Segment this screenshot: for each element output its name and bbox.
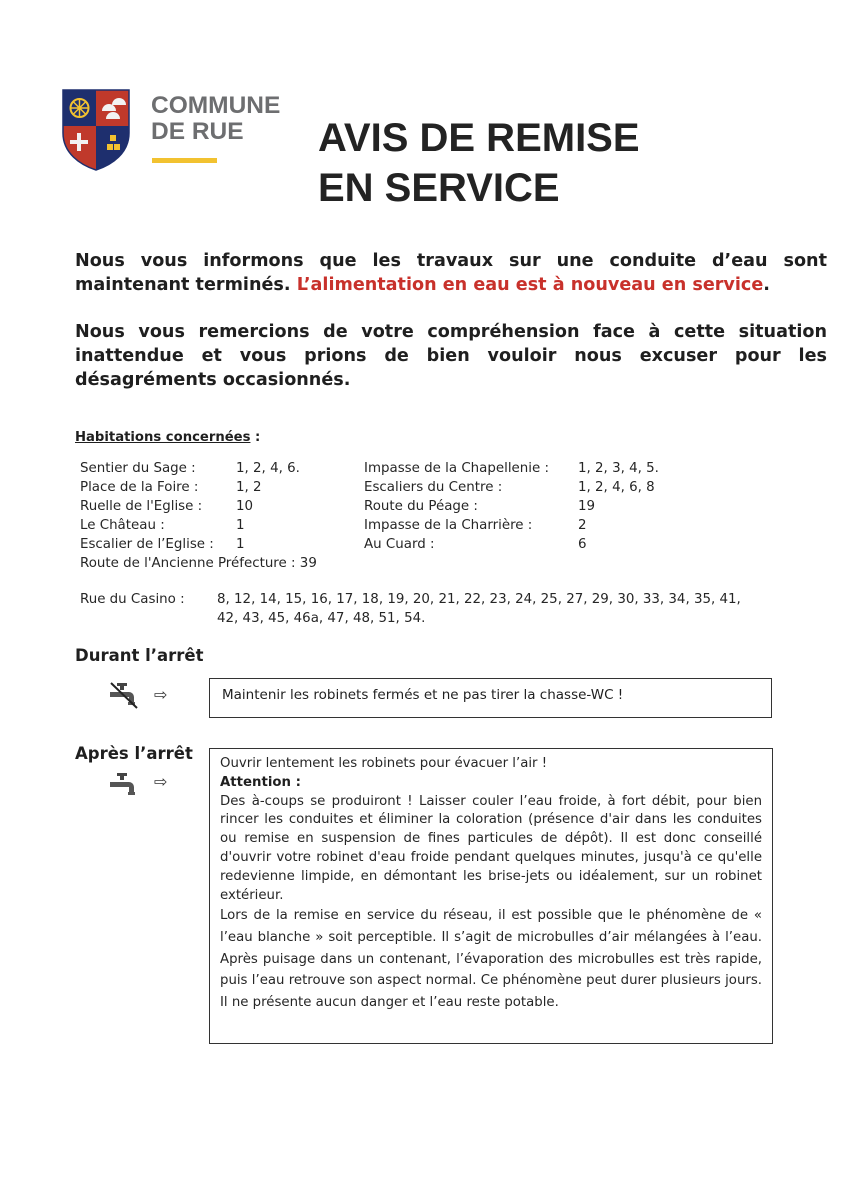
attention-label: Attention : — [220, 774, 301, 790]
commune-underline — [152, 158, 217, 163]
street-name: Route du Péage : — [364, 499, 478, 514]
commune-crest-logo — [62, 89, 130, 171]
street-name: Escalier de l’Eglise : — [80, 537, 214, 552]
title-line2: EN SERVICE — [318, 166, 560, 210]
intro-text: Nous vous informons que les travaux sur une conduite d’eau sont maintenant terminés. — [75, 251, 827, 295]
house-numbers: 10 — [236, 499, 254, 514]
apres-title: Après l’arrêt — [75, 744, 193, 763]
house-numbers: 1, 2, 4, 6. — [236, 461, 300, 476]
street-name: Route de l'Ancienne Préfecture : — [80, 556, 296, 571]
arrow-right-icon: ⇨ — [154, 772, 168, 791]
commune-name — [151, 93, 280, 145]
durant-title: Durant l’arrêt — [75, 646, 204, 665]
house-numbers: 1, 2, 3, 4, 5. — [578, 461, 659, 476]
casino-house-numbers: 8, 12, 14, 15, 16, 17, 18, 19, 20, 21, 22, 23, 24, 25, 27, 29, 30, 33, 34, 35, 41, 42, 43, 45, 46a, 47, 48, 51, 54. — [217, 592, 741, 626]
apres-line1: Ouvrir lentement les robinets pour évacuer l’air ! — [220, 756, 548, 771]
casino-street-name: Rue du Casino : — [80, 592, 185, 607]
street-name: Le Château : — [80, 518, 165, 533]
habitations-title-colon: : — [250, 430, 261, 445]
apres-instruction-box — [209, 748, 773, 1044]
street-name: Impasse de la Chapellenie : — [364, 461, 549, 476]
tap-crossed-icon — [107, 680, 141, 710]
tap-icon — [107, 770, 141, 800]
house-numbers: 19 — [578, 499, 596, 514]
street-name: Place de la Foire : — [80, 480, 199, 495]
intro-paragraph-1 — [75, 249, 827, 297]
intro-paragraph-2: Nous vous remercions de votre compréhension face à cette situation inattendue et vous prions de bien vouloir nous excuser pour les désagréments occasionnés. — [75, 322, 827, 390]
durant-instruction-box — [209, 678, 772, 718]
page-title — [318, 113, 640, 213]
commune-line1: COMMUNE — [151, 92, 281, 119]
street-name: Au Cuard : — [364, 537, 435, 552]
street-name: Sentier du Sage : — [80, 461, 196, 476]
habitations-title-text: Habitations concernées — [75, 430, 251, 445]
street-name: Ruelle de l'Eglise : — [80, 499, 203, 514]
apres-paragraph-2: Lors de la remise en service du réseau, il est possible que le phénomène de « l’eau blanche » soit perceptible. Il s’agit de microbulles d’air mélangées à l’eau. Après puisage dans un contenant, l’évaporation des microbulles est très rapide, puis l’eau retrouve son aspect normal. Ce phénomène peut durer plusieurs jours. Il ne présente aucun danger et l’eau reste potable. — [220, 908, 762, 1011]
house-numbers: 2 — [578, 518, 587, 533]
arrow-right-icon: ⇨ — [154, 685, 168, 704]
house-numbers: 39 — [299, 556, 317, 571]
intro-end: . — [763, 275, 770, 295]
service-restored-highlight: L’alimentation en eau est à nouveau en service — [296, 275, 764, 295]
title-line1: AVIS DE REMISE — [318, 116, 640, 160]
house-numbers: 6 — [578, 537, 587, 552]
house-numbers: 1, 2, 4, 6, 8 — [578, 480, 655, 495]
apres-paragraph-1: Des à-coups se produiront ! Laisser couler l’eau froide, à fort débit, pour bien rincer les conduites et éliminer la coloration (présence d'air dans les conduites ou remise en suspension de fines particules de dépôt). Il est donc conseillé d'ouvrir votre robinet d'eau froide pendant quelques minutes, jusqu'à ce qu'elle redevienne limpide, en démontant les brise-jets ou idéalement, sur un robinet extérieur. — [220, 793, 762, 903]
street-name: Escaliers du Centre : — [364, 480, 503, 495]
street-name: Impasse de la Charrière : — [364, 518, 533, 533]
street-name-with-number — [80, 554, 317, 573]
habitations-title — [75, 430, 260, 445]
durant-instruction: Maintenir les robinets fermés et ne pas tirer la chasse-WC ! — [222, 687, 624, 703]
house-numbers: 1, 2 — [236, 480, 262, 495]
commune-line2: DE RUE — [151, 118, 244, 145]
house-numbers: 1 — [236, 537, 245, 552]
house-numbers: 1 — [236, 518, 245, 533]
